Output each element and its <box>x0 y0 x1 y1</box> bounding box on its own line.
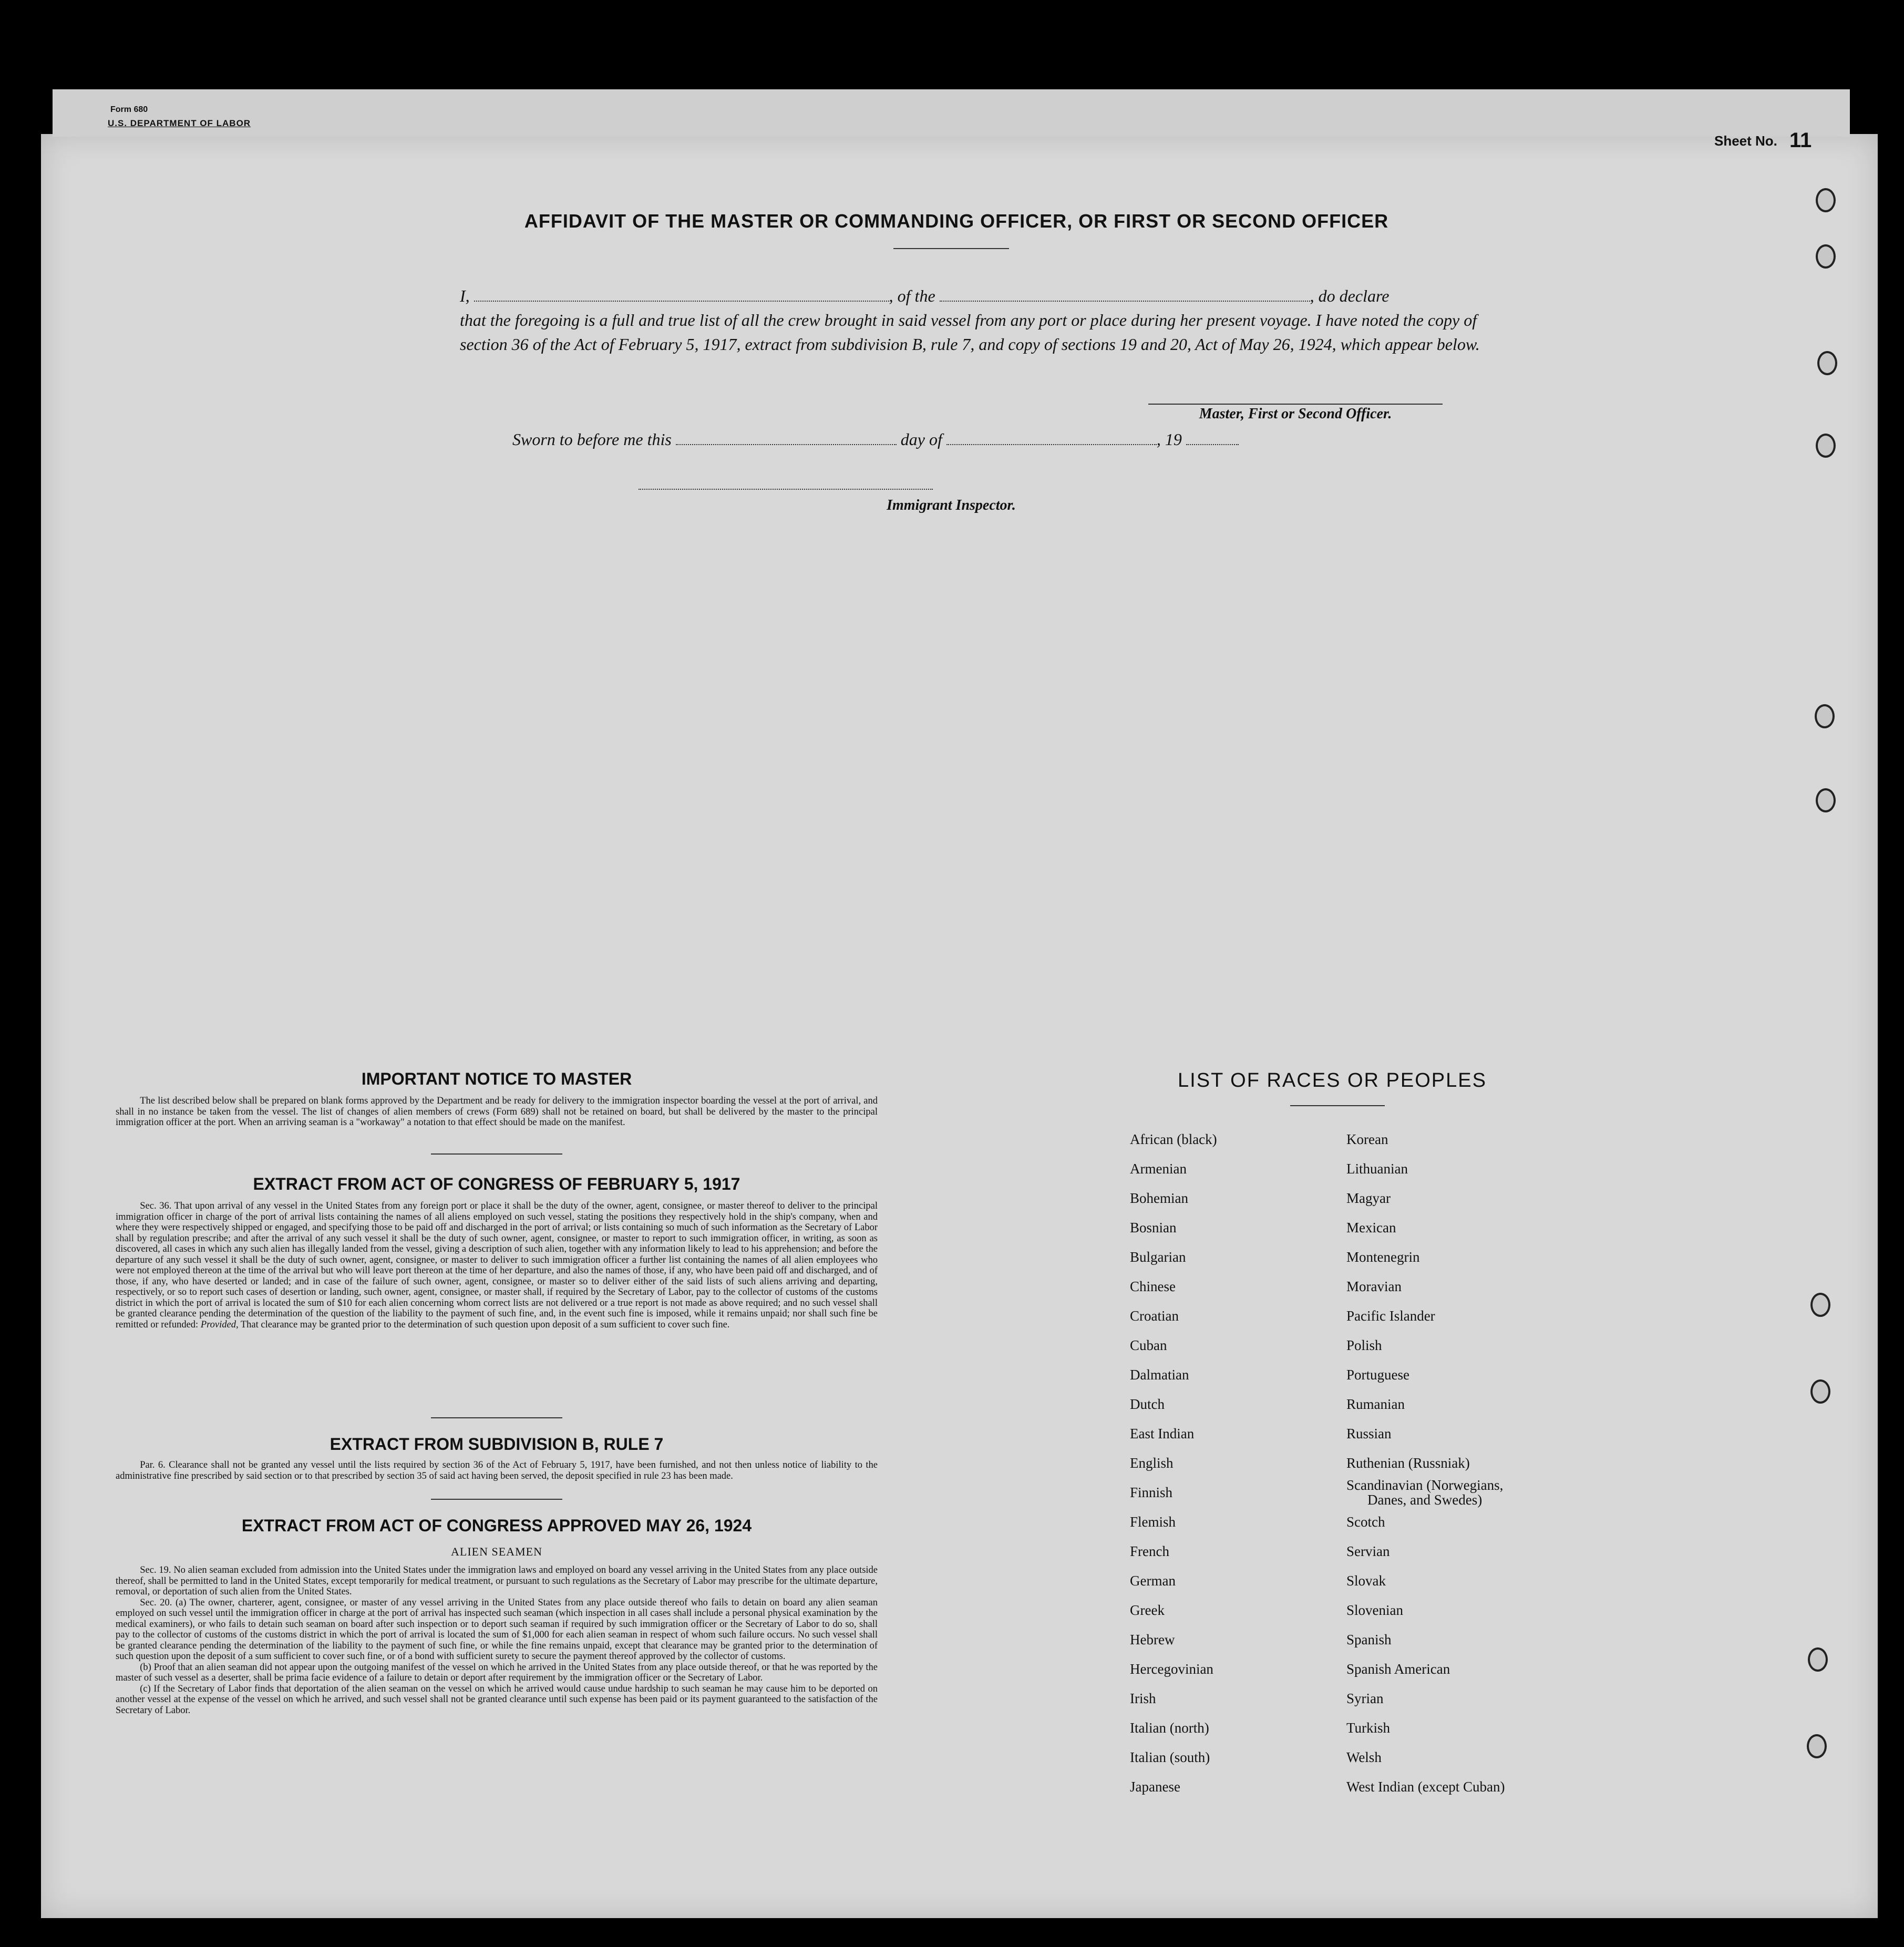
race-item: German <box>1130 1573 1176 1589</box>
form-top-strip <box>53 89 1850 137</box>
race-item: Cuban <box>1130 1337 1167 1353</box>
race-item: Irish <box>1130 1691 1156 1706</box>
sec-20a-text: Sec. 20. (a) The owner, charterer, agent, consignee, or master of any vessel arriving in the United States from any place outside thereof who fails to detain on board any alien seaman employed on such vessel until the immigration officer in charge at the port of arrival has inspected such seaman (which inspection in all cases shall include a personal physical examination by the medical examiners), or who fails to detain such seaman on board after such inspection or to deport such seaman if required by such immigration officer or the Secretary of Labor to do so, shall pay to the collector of customs of the customs district in which the port of arrival is located the sum of $1,000 for each alien seaman in respect of whom such failure occurs. No such vessel shall be granted clearance pending the determination of the liability to the payment of such fine, or while the fine remains unpaid, except that clearance may be granted prior to the determination of such question upon the deposit of a sum sufficient to cover such fine, or of a bond with sufficient surety to secure the payment thereof approved by the collector of customs. <box>116 1597 878 1662</box>
races-title-rule <box>1290 1105 1385 1106</box>
race-item: Dalmatian <box>1130 1367 1189 1383</box>
punch-hole-icon <box>1816 788 1836 812</box>
race-item: Rumanian <box>1346 1396 1405 1412</box>
race-item: Servian <box>1346 1543 1390 1559</box>
punch-hole-icon <box>1816 434 1836 458</box>
race-item: Turkish <box>1346 1720 1391 1736</box>
race-item: Bulgarian <box>1130 1249 1186 1265</box>
race-item: Flemish <box>1130 1514 1176 1530</box>
vessel-field[interactable] <box>940 301 1310 302</box>
race-item: Slovenian <box>1346 1602 1403 1618</box>
rule-7-text: Par. 6. Clearance shall not be granted any vessel until the lists required by section 36 of the Act of February 5, 1917, have been furnished, and not then unless notice of liability to the administrative fine prescribed by said section or to that prescribed by section 35 of said act having been served, the deposit specified in rule 23 has been made. <box>116 1460 878 1481</box>
race-item: Korean <box>1346 1131 1388 1147</box>
races-list-column-2 <box>1346 1125 1567 1801</box>
race-item: Welsh <box>1346 1749 1382 1765</box>
act-1924-title: EXTRACT FROM ACT OF CONGRESS APPROVED MAY 26, 1924 <box>241 1516 752 1535</box>
act-1917-text: Sec. 36. That upon arrival of any vessel in the United States from any foreign port or place it shall be the duty of the owner, agent, consignee, or master thereof to deliver to the principal immigration officer in charge of the port of arrival lists containing the names of all aliens employed on such vessel, stating the positions they respectively hold in the ship's company, when and where they were respectively shipped or engaged, and specifying those to be paid off and discharged in the port of arrival; or lists containing so much of such information as the Secretary of Labor shall by regulation prescribe; and after the arrival of any such vessel it shall be the duty of such owner, agent, consignee, or master to report to such immigration officer, in writing, as soon as discovered, all cases in which any such alien has illegally landed from the vessel, giving a description of such alien, together with any information likely to lead to his apprehension; and before the departure of any such vessel it shall be the duty of such owner, agent, consignee, or master to deliver to such immigration officer a further list containing the names of all alien employees who were not employed thereon at the time of the arrival but who will leave port thereon at the time of her departure, and also the names of those, if any, who have been paid off and discharged, and of those, if any, who have deserted or landed; and in case of the failure of such owner, agent, consignee, or master so to deliver either of the said lists of such aliens arriving and departing, respectively, or so to report such cases of desertion or landing, such owner, agent, consignee, or master shall, if required by the Secretary of Labor, pay to the collector of customs of the customs district in which the port of arrival is located the sum of $10 for each alien concerning whom correct lists are not delivered or a true report is not made as above required; and no such vessel shall be granted clearance pending the determination of the question of the liability to the payment of such fine, and, in the event such fine is imposed, while it remains unpaid; nor shall such fine be remitted or refunded: Provided, That clearance may be granted prior to the determination of such question upon deposit of a sum sufficient to cover such fine. <box>116 1201 878 1330</box>
department-name: U.S. DEPARTMENT OF LABOR <box>108 118 251 128</box>
notice-text: The list described below shall be prepared on blank forms approved by the Department and be ready for delivery to the immigration inspector boarding the vessel at the port of arrival, and shall in no instance be taken from the vessel. The list of changes of alien members of crews (Form 689) shall not be retained on board, but shall be delivered by the master to the principal immigration officer at the port. When an arriving seaman is a "workaway" a notation to that effect should be made on the manifest. <box>116 1096 878 1128</box>
races-list-column-1 <box>1130 1125 1340 1801</box>
sec-19-text: Sec. 19. No alien seaman excluded from admission into the United States under the immigration laws and employed on board any vessel arriving in the United States from any place outside thereof, shall be permitted to land in the United States, except temporarily for medical treatment, or pursuant to such regulations as the Secretary of Labor may prescribe for the ultimate departure, removal, or deportation of such alien from the United States. <box>116 1565 878 1597</box>
rule-7-title: EXTRACT FROM SUBDIVISION B, RULE 7 <box>330 1435 664 1454</box>
race-item: Dutch <box>1130 1396 1165 1412</box>
affidavit-title: AFFIDAVIT OF THE MASTER OR COMMANDING OFFICER, OR FIRST OR SECOND OFFICER <box>524 210 1389 232</box>
affidavit-text <box>460 284 1487 356</box>
race-item: West Indian (except Cuban) <box>1346 1779 1505 1795</box>
race-item: Scandinavian (Norwegians, Danes, and Swedes) <box>1346 1477 1504 1508</box>
race-item: East Indian <box>1130 1426 1195 1441</box>
race-item: English <box>1130 1455 1174 1471</box>
race-item: Finnish <box>1130 1485 1173 1500</box>
race-item: Greek <box>1130 1602 1165 1618</box>
race-item: Hebrew <box>1130 1632 1175 1647</box>
punch-hole-icon <box>1810 1293 1830 1317</box>
punch-hole-icon <box>1815 704 1835 728</box>
punch-hole-icon <box>1816 188 1836 212</box>
sworn-month-field[interactable] <box>946 444 1157 445</box>
form-number: Form 680 <box>110 105 148 114</box>
punch-hole-icon <box>1816 244 1836 269</box>
sheet-number: 11 <box>1789 129 1812 152</box>
sec-20c-text: (c) If the Secretary of Labor finds that deportation of the alien seaman on the vessel on which he arrived would cause undue hardship to such seaman he may cause him to be deported on another vessel at the expense of the vessel on which he arrived, and such vessel shall not be granted clearance until such expense has been paid or its payment guaranteed to the satisfaction of the Secretary of Labor. <box>116 1683 878 1716</box>
inspector-signature-label: Immigrant Inspector. <box>887 497 1016 513</box>
act-1924-text <box>116 1565 878 1716</box>
race-item: Spanish American <box>1346 1661 1450 1677</box>
race-item: Polish <box>1346 1337 1382 1353</box>
race-item: Armenian <box>1130 1161 1187 1177</box>
race-item: Lithuanian <box>1346 1161 1408 1177</box>
punch-hole-icon <box>1807 1734 1827 1758</box>
race-item: Slovak <box>1346 1573 1386 1589</box>
affidavit-title-rule <box>893 248 1009 249</box>
race-item: Mexican <box>1346 1220 1396 1235</box>
sworn-day-field[interactable] <box>676 444 897 445</box>
race-item: Portuguese <box>1346 1367 1409 1383</box>
race-item: French <box>1130 1543 1169 1559</box>
sec-20b-text: (b) Proof that an alien seaman did not appear upon the outgoing manifest of the vessel on which he arrived in the United States from any place outside thereof, or that he was reported by the master of such vessel as a deserter, shall be prima facie evidence of a failure to detain or deport after requirement by the immigration officer or the Secretary of Labor. <box>116 1662 878 1683</box>
name-field[interactable] <box>474 301 889 302</box>
races-title: LIST OF RACES OR PEOPLES <box>1178 1069 1487 1091</box>
race-item: Japanese <box>1130 1779 1180 1795</box>
race-item: Syrian <box>1346 1691 1384 1706</box>
section-divider <box>431 1499 562 1500</box>
race-item: Hercegovinian <box>1130 1661 1213 1677</box>
sheet-label: Sheet No. <box>1714 133 1777 149</box>
race-item: Pacific Islander <box>1346 1308 1435 1324</box>
race-item: Croatian <box>1130 1308 1179 1324</box>
race-item: Italian (north) <box>1130 1720 1209 1736</box>
race-item: Spanish <box>1346 1632 1392 1647</box>
punch-hole-icon <box>1808 1647 1828 1672</box>
race-item: Magyar <box>1346 1190 1391 1206</box>
race-item: Ruthenian (Russniak) <box>1346 1455 1470 1471</box>
race-item: African (black) <box>1130 1131 1217 1147</box>
sworn-year-field[interactable] <box>1186 444 1239 445</box>
punch-hole-icon <box>1817 351 1837 375</box>
master-signature-line[interactable] <box>1148 404 1443 405</box>
race-item: Chinese <box>1130 1279 1176 1294</box>
race-item: Moravian <box>1346 1279 1402 1294</box>
section-divider <box>431 1417 562 1418</box>
race-item: Bosnian <box>1130 1220 1177 1235</box>
race-item: Bohemian <box>1130 1190 1188 1206</box>
punch-hole-icon <box>1810 1379 1830 1404</box>
notice-title: IMPORTANT NOTICE TO MASTER <box>361 1069 632 1088</box>
sworn-line: Sworn to before me this day of , 19 <box>512 430 1280 449</box>
race-item: Russian <box>1346 1426 1392 1441</box>
affidavit-body: that the foregoing is a full and true list of all the crew brought in said vessel from any port or place during her present voyage. I have noted the copy of section 36 of the Act of February 5, 1917, extract from subdivision B, rule 7, and copy of sections 19 and 20, Act of May 26, 1924, which appear below. <box>460 311 1480 354</box>
race-item: Italian (south) <box>1130 1749 1210 1765</box>
section-divider <box>431 1153 562 1155</box>
alien-seamen-subtitle: ALIEN SEAMEN <box>451 1545 542 1558</box>
inspector-signature-line[interactable] <box>639 489 933 490</box>
race-item: Montenegrin <box>1346 1249 1420 1265</box>
master-signature-label: Master, First or Second Officer. <box>1199 406 1392 422</box>
act-1917-title: EXTRACT FROM ACT OF CONGRESS OF FEBRUARY 5, 1917 <box>253 1175 740 1193</box>
race-item: Scotch <box>1346 1514 1385 1530</box>
declaration-line: I, , of the , do declare <box>460 286 1390 305</box>
